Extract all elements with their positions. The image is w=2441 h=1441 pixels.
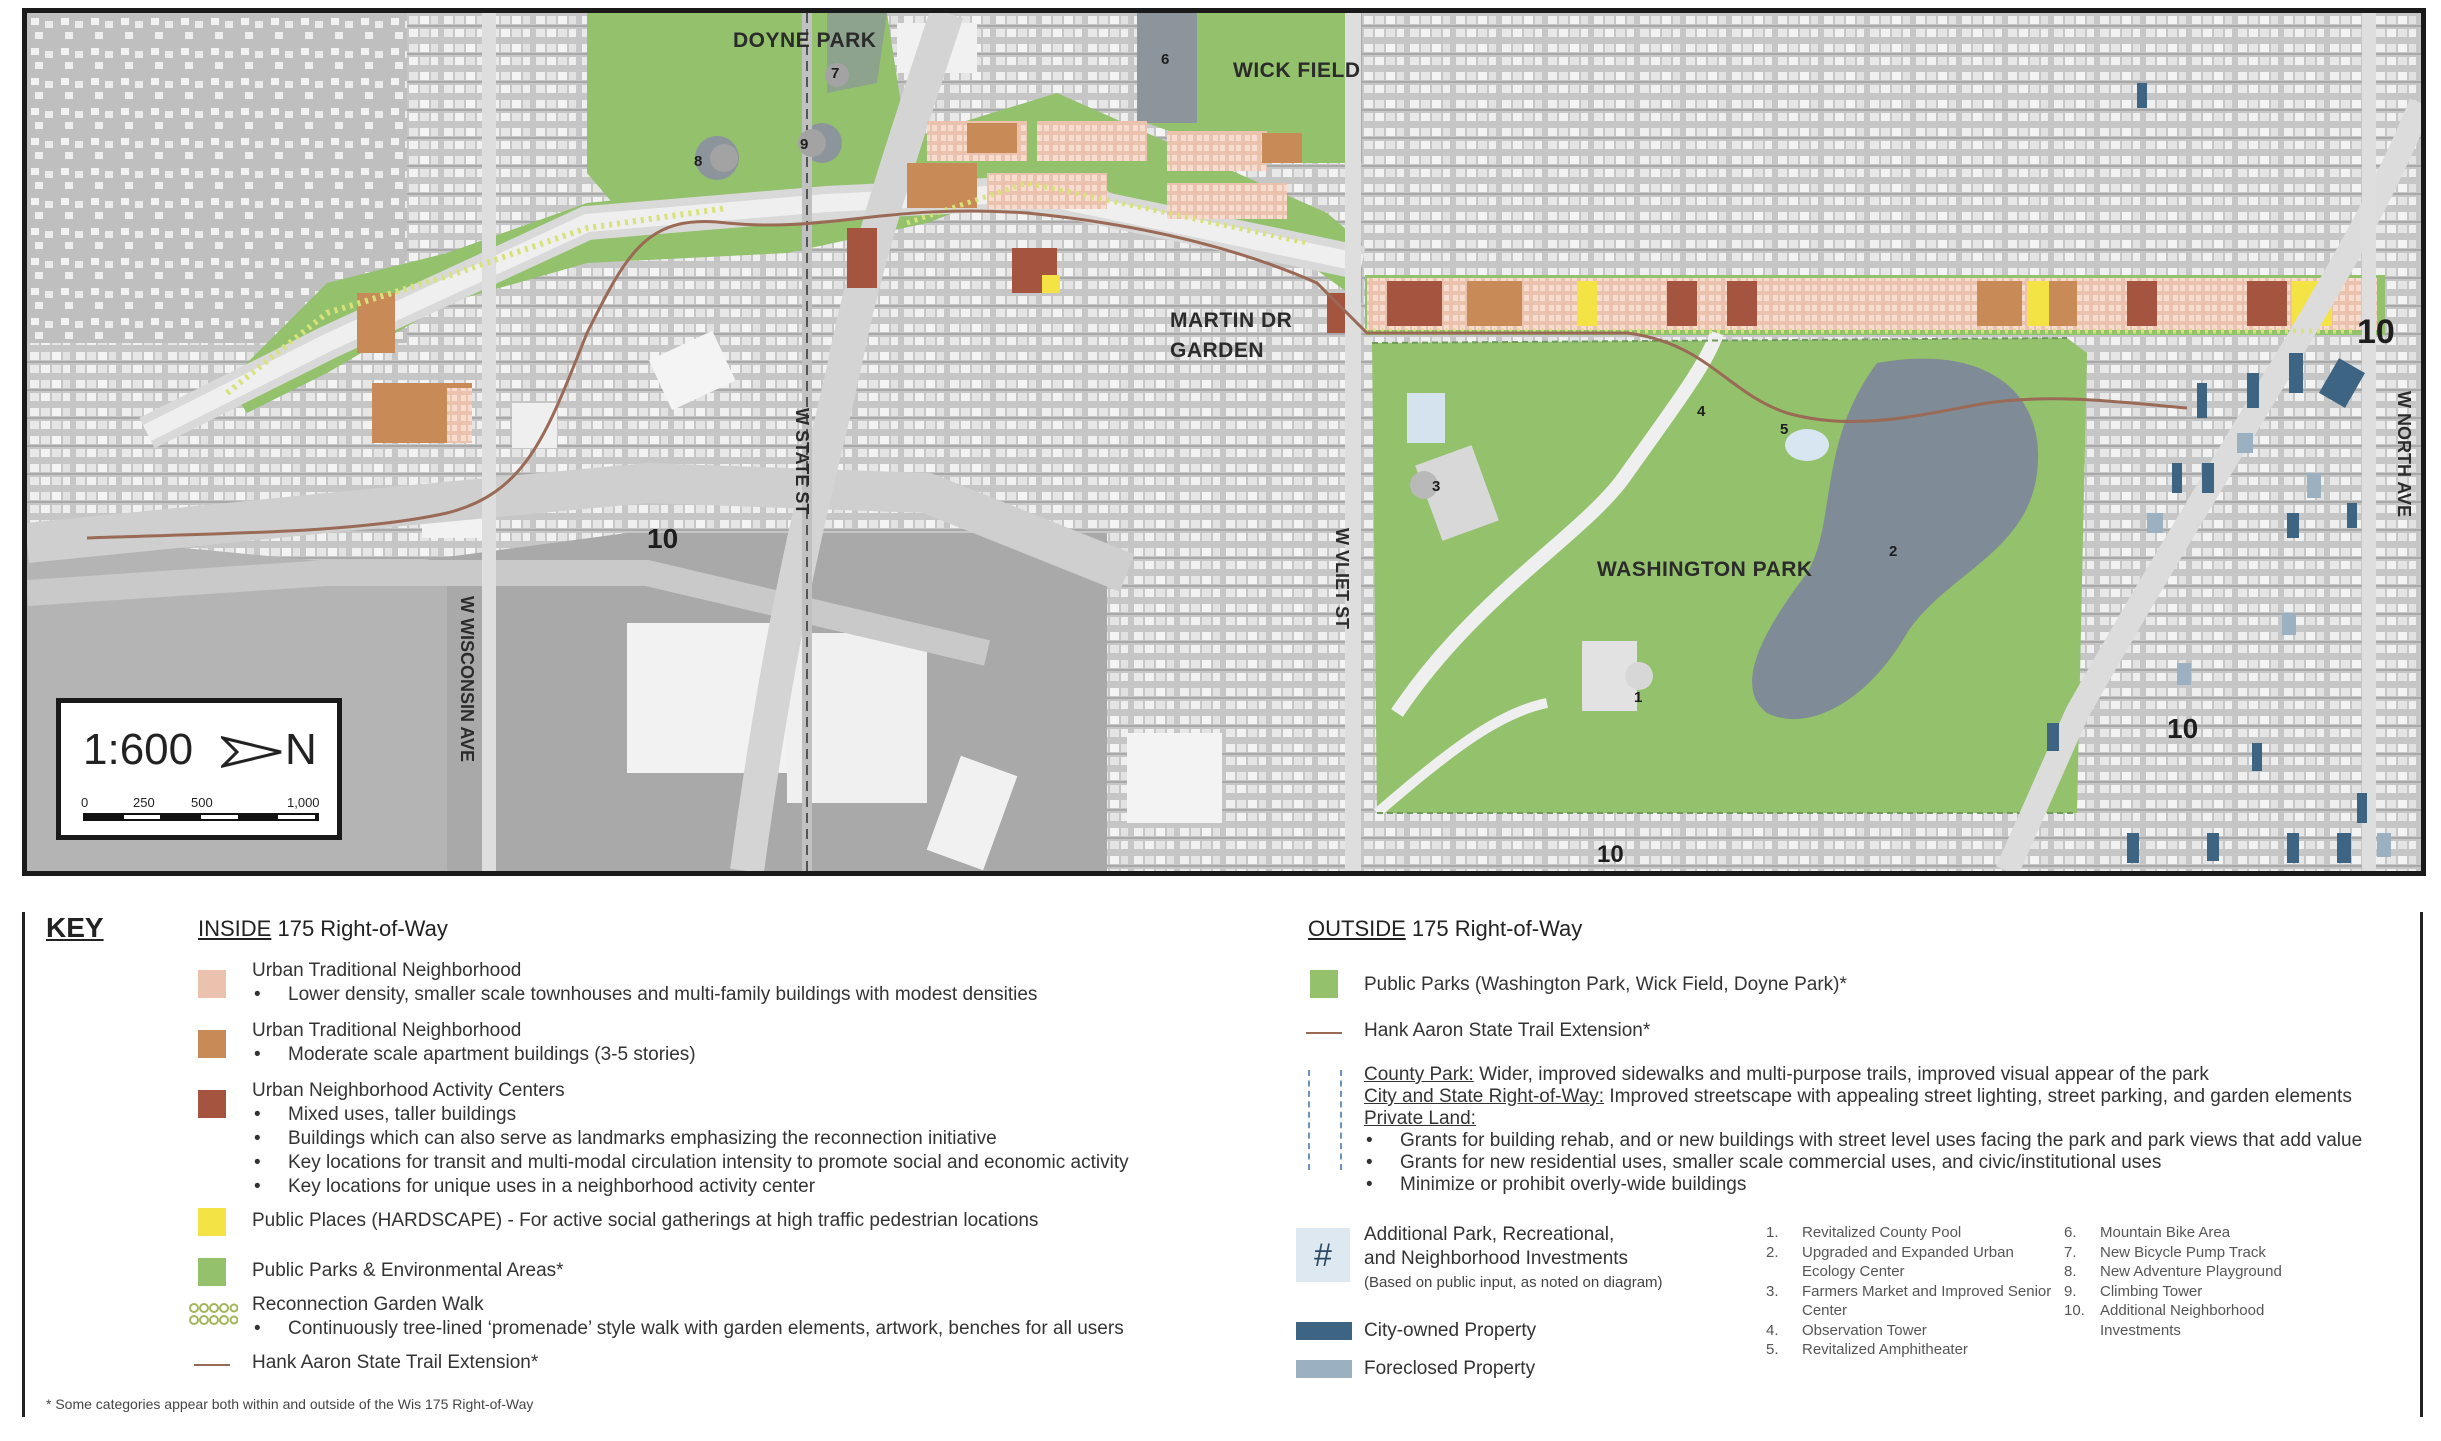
list-item: 10. Additional Neighborhood [2064,1302,2265,1319]
list-item: 8. New Adventure Playground [2064,1263,2282,1280]
investments-label: Additional Park, Recreational, [1364,1224,1615,1245]
site-number-7: 7 [831,65,840,82]
legend-label: Urban Traditional Neighborhood [252,960,522,981]
legend-label: Public Places (HARDSCAPE) - For active social gatherings at high traffic pedestrian locations [252,1210,1039,1231]
legend-bullet: • Continuously tree-lined ‘promenade’ style walk with garden elements, artwork, benches for all users [288,1318,1124,1340]
w-wisconsin-ave-label: W WISCONSIN AVE [457,596,477,762]
streetscape-line-icon [1340,1070,1342,1170]
site-number-9: 9 [800,136,809,153]
scale-box [56,698,342,840]
legend-label: Urban Traditional Neighborhood [252,1020,522,1041]
legend-label: Public Parks (Washington Park, Wick Field, Doyne Park)* [1364,974,1847,995]
scale-tick: 500 [191,795,213,810]
investment-marker-10: 10 [2357,313,2395,351]
martin-dr-garden-label: GARDEN [1170,339,1265,362]
streetscape-line-icon [1308,1070,1310,1170]
site-plan-map[interactable] [22,8,2426,876]
map-canvas [27,13,2421,871]
north-label: N [285,725,317,774]
list-item: 4. Observation Tower [1766,1321,1927,1339]
legend-bullet: • Buildings which can also serve as landmarks emphasizing the reconnection initiative [288,1128,997,1150]
swatch-city-owned [1296,1322,1352,1340]
investments-icon: # [1296,1228,1350,1282]
martin-dr-label: MARTIN DR [1170,309,1293,332]
w-state-st-label: W STATE ST [792,408,812,515]
scale-ratio: 1:600 [83,725,194,774]
investments-list-a [1766,1224,2051,1361]
legend-bullet: • Minimize or prohibit overly-wide buildings [1400,1174,1746,1196]
north-arrow-icon [221,732,285,772]
list-item: 3. Farmers Market and Improved Senior [1766,1282,2052,1300]
inside-heading: INSIDE 175 Right-of-Way [198,916,448,941]
site-number-8: 8 [694,153,703,170]
investment-marker-10: 10 [2167,713,2199,744]
county-park-text: County Park: Wider, improved sidewalks and multi-purpose trails, improved visual appear of the park [1364,1064,2209,1085]
list-item: 7. New Bicycle Pump Track [2064,1243,2266,1261]
investments-list-b [2064,1224,2282,1341]
site-number-1: 1 [1634,689,1643,706]
legend-bullet: • Moderate scale apartment buildings (3-5 stories) [288,1044,696,1066]
list-item: 9. Climbing Tower [2064,1282,2203,1300]
site-number-6: 6 [1161,51,1170,68]
list-item: Ecology Center [1802,1263,1905,1280]
legend-label: City-owned Property [1364,1320,1537,1341]
legend-label: Urban Neighborhood Activity Centers [252,1080,565,1101]
legend-label: Hank Aaron State Trail Extension* [252,1352,539,1373]
scale-tick: 1,000 [287,795,320,810]
city-state-row-text: City and State Right-of-Way: Improved streetscape with appealing street lighting, street parking, and garden elements [1364,1086,2352,1107]
washington-park-label: WASHINGTON PARK [1597,558,1813,581]
list-item: 1. Revitalized County Pool [1766,1224,1962,1241]
list-item: 2. Upgraded and Expanded Urban [1766,1243,2014,1261]
doyne-park-label: DOYNE PARK [733,29,877,52]
legend-label: Hank Aaron State Trail Extension* [1364,1020,1651,1041]
swatch-apartment [198,1030,226,1058]
site-number-2: 2 [1889,543,1898,560]
legend-bullet: • Key locations for unique uses in a neighborhood activity center [288,1176,815,1198]
footnote: * Some categories appear both within and outside of the Wis 175 Right-of-Way [46,1396,534,1412]
site-number-5: 5 [1780,421,1789,438]
swatch-activity-center [198,1090,226,1118]
w-vliet-st-label: W VLIET ST [1332,528,1352,629]
outside-heading: OUTSIDE 175 Right-of-Way [1308,916,1583,941]
list-item: Center [1802,1302,1848,1319]
site-number-4: 4 [1697,403,1706,420]
w-north-ave-label: W NORTH AVE [2394,391,2414,517]
legend-label: Reconnection Garden Walk [252,1294,484,1315]
investments-note: (Based on public input, as noted on diagram) [1364,1274,1663,1291]
trail-line-icon [1306,1032,1342,1034]
swatch-townhouse [198,970,226,998]
scale-bar [83,813,319,821]
investment-marker-10: 10 [1597,841,1624,868]
private-land-label: Private Land: [1364,1108,1476,1129]
swatch-public-place [198,1208,226,1236]
legend-bullet: • Lower density, smaller scale townhouses and multi-family buildings with modest densities [288,984,1037,1006]
site-number-3: 3 [1432,478,1441,495]
investments-label: and Neighborhood Investments [1364,1248,1629,1269]
garden-walk-icon [188,1302,238,1328]
north-indicator [221,725,317,775]
legend-label: Foreclosed Property [1364,1358,1536,1379]
list-item: Investments [2100,1321,2181,1339]
swatch-outside-parks [1310,970,1338,998]
legend-bullet: • Mixed uses, taller buildings [288,1104,516,1126]
trail-line-icon [194,1364,230,1366]
list-item: 5. Revitalized Amphitheater [1766,1341,1968,1358]
scale-tick: 0 [81,795,89,810]
key-left-rule [22,912,25,1417]
swatch-public-parks [198,1258,226,1286]
swatch-foreclosed [1296,1360,1352,1378]
investment-marker-10: 10 [647,523,679,554]
legend-label: Public Parks & Environmental Areas* [252,1260,564,1281]
list-item: 6. Mountain Bike Area [2064,1224,2231,1241]
legend-bullet: • Grants for building rehab, and or new buildings with street level uses facing the park and park views that add value [1400,1130,2362,1152]
legend-bullet: • Grants for new residential uses, smaller scale commercial uses, and civic/institutional uses [1400,1152,2161,1174]
legend-bullet: • Key locations for transit and multi-modal circulation intensity to promote social and economic activity [288,1152,1129,1174]
scale-tick: 250 [133,795,155,810]
key-right-rule [2420,912,2423,1417]
wick-field-label: WICK FIELD [1233,59,1361,82]
key-title: KEY [46,912,104,943]
